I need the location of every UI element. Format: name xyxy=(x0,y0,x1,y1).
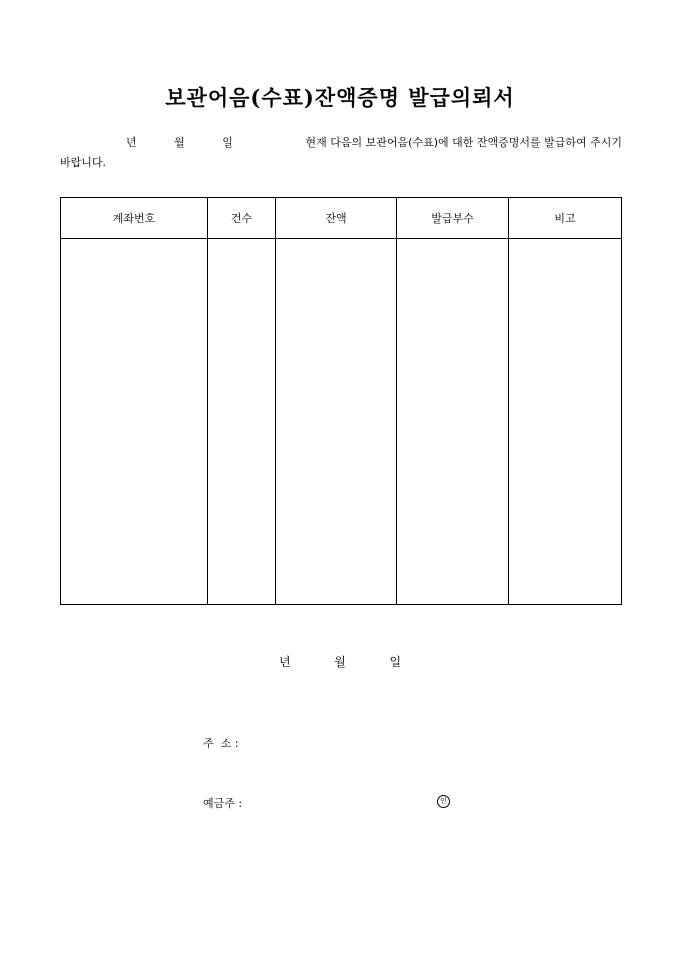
document-title: 보관어음(수표)잔액증명 발급의뢰서 xyxy=(165,85,515,110)
intro-day-label: 일 xyxy=(222,136,233,149)
intro-line-1 xyxy=(60,136,622,150)
header-remarks: 비고 xyxy=(509,198,622,239)
cell-balance[interactable] xyxy=(276,239,397,605)
issue-date-line xyxy=(0,653,680,670)
intro-sentence: 현재 다음의 보관어음(수표)에 대한 잔액증명서를 발급하여 주시기 xyxy=(305,136,622,149)
cell-account-number[interactable] xyxy=(61,239,208,605)
cell-copies[interactable] xyxy=(397,239,509,605)
table-row xyxy=(61,239,622,605)
account-holder-label: 예금주 : xyxy=(203,797,243,810)
intro-year-label: 년 xyxy=(126,136,137,149)
header-account-number: 계좌번호 xyxy=(61,198,208,239)
header-balance: 잔액 xyxy=(276,198,397,239)
intro-date-fields xyxy=(60,136,233,150)
intro-month-label: 월 xyxy=(174,136,185,149)
address-label: 주 소 : xyxy=(203,737,239,750)
table-header-row xyxy=(61,198,622,239)
cell-remarks[interactable] xyxy=(509,239,622,605)
header-count: 건수 xyxy=(208,198,276,239)
seal-mark-icon: 인 xyxy=(437,795,450,808)
balance-request-table xyxy=(60,197,622,605)
date-year-label: 년 xyxy=(278,655,291,669)
header-copies: 발급부수 xyxy=(397,198,509,239)
date-day-label: 일 xyxy=(389,655,402,669)
date-month-label: 월 xyxy=(334,655,346,669)
intro-continuation: 바랍니다. xyxy=(60,156,107,169)
cell-count[interactable] xyxy=(208,239,276,605)
